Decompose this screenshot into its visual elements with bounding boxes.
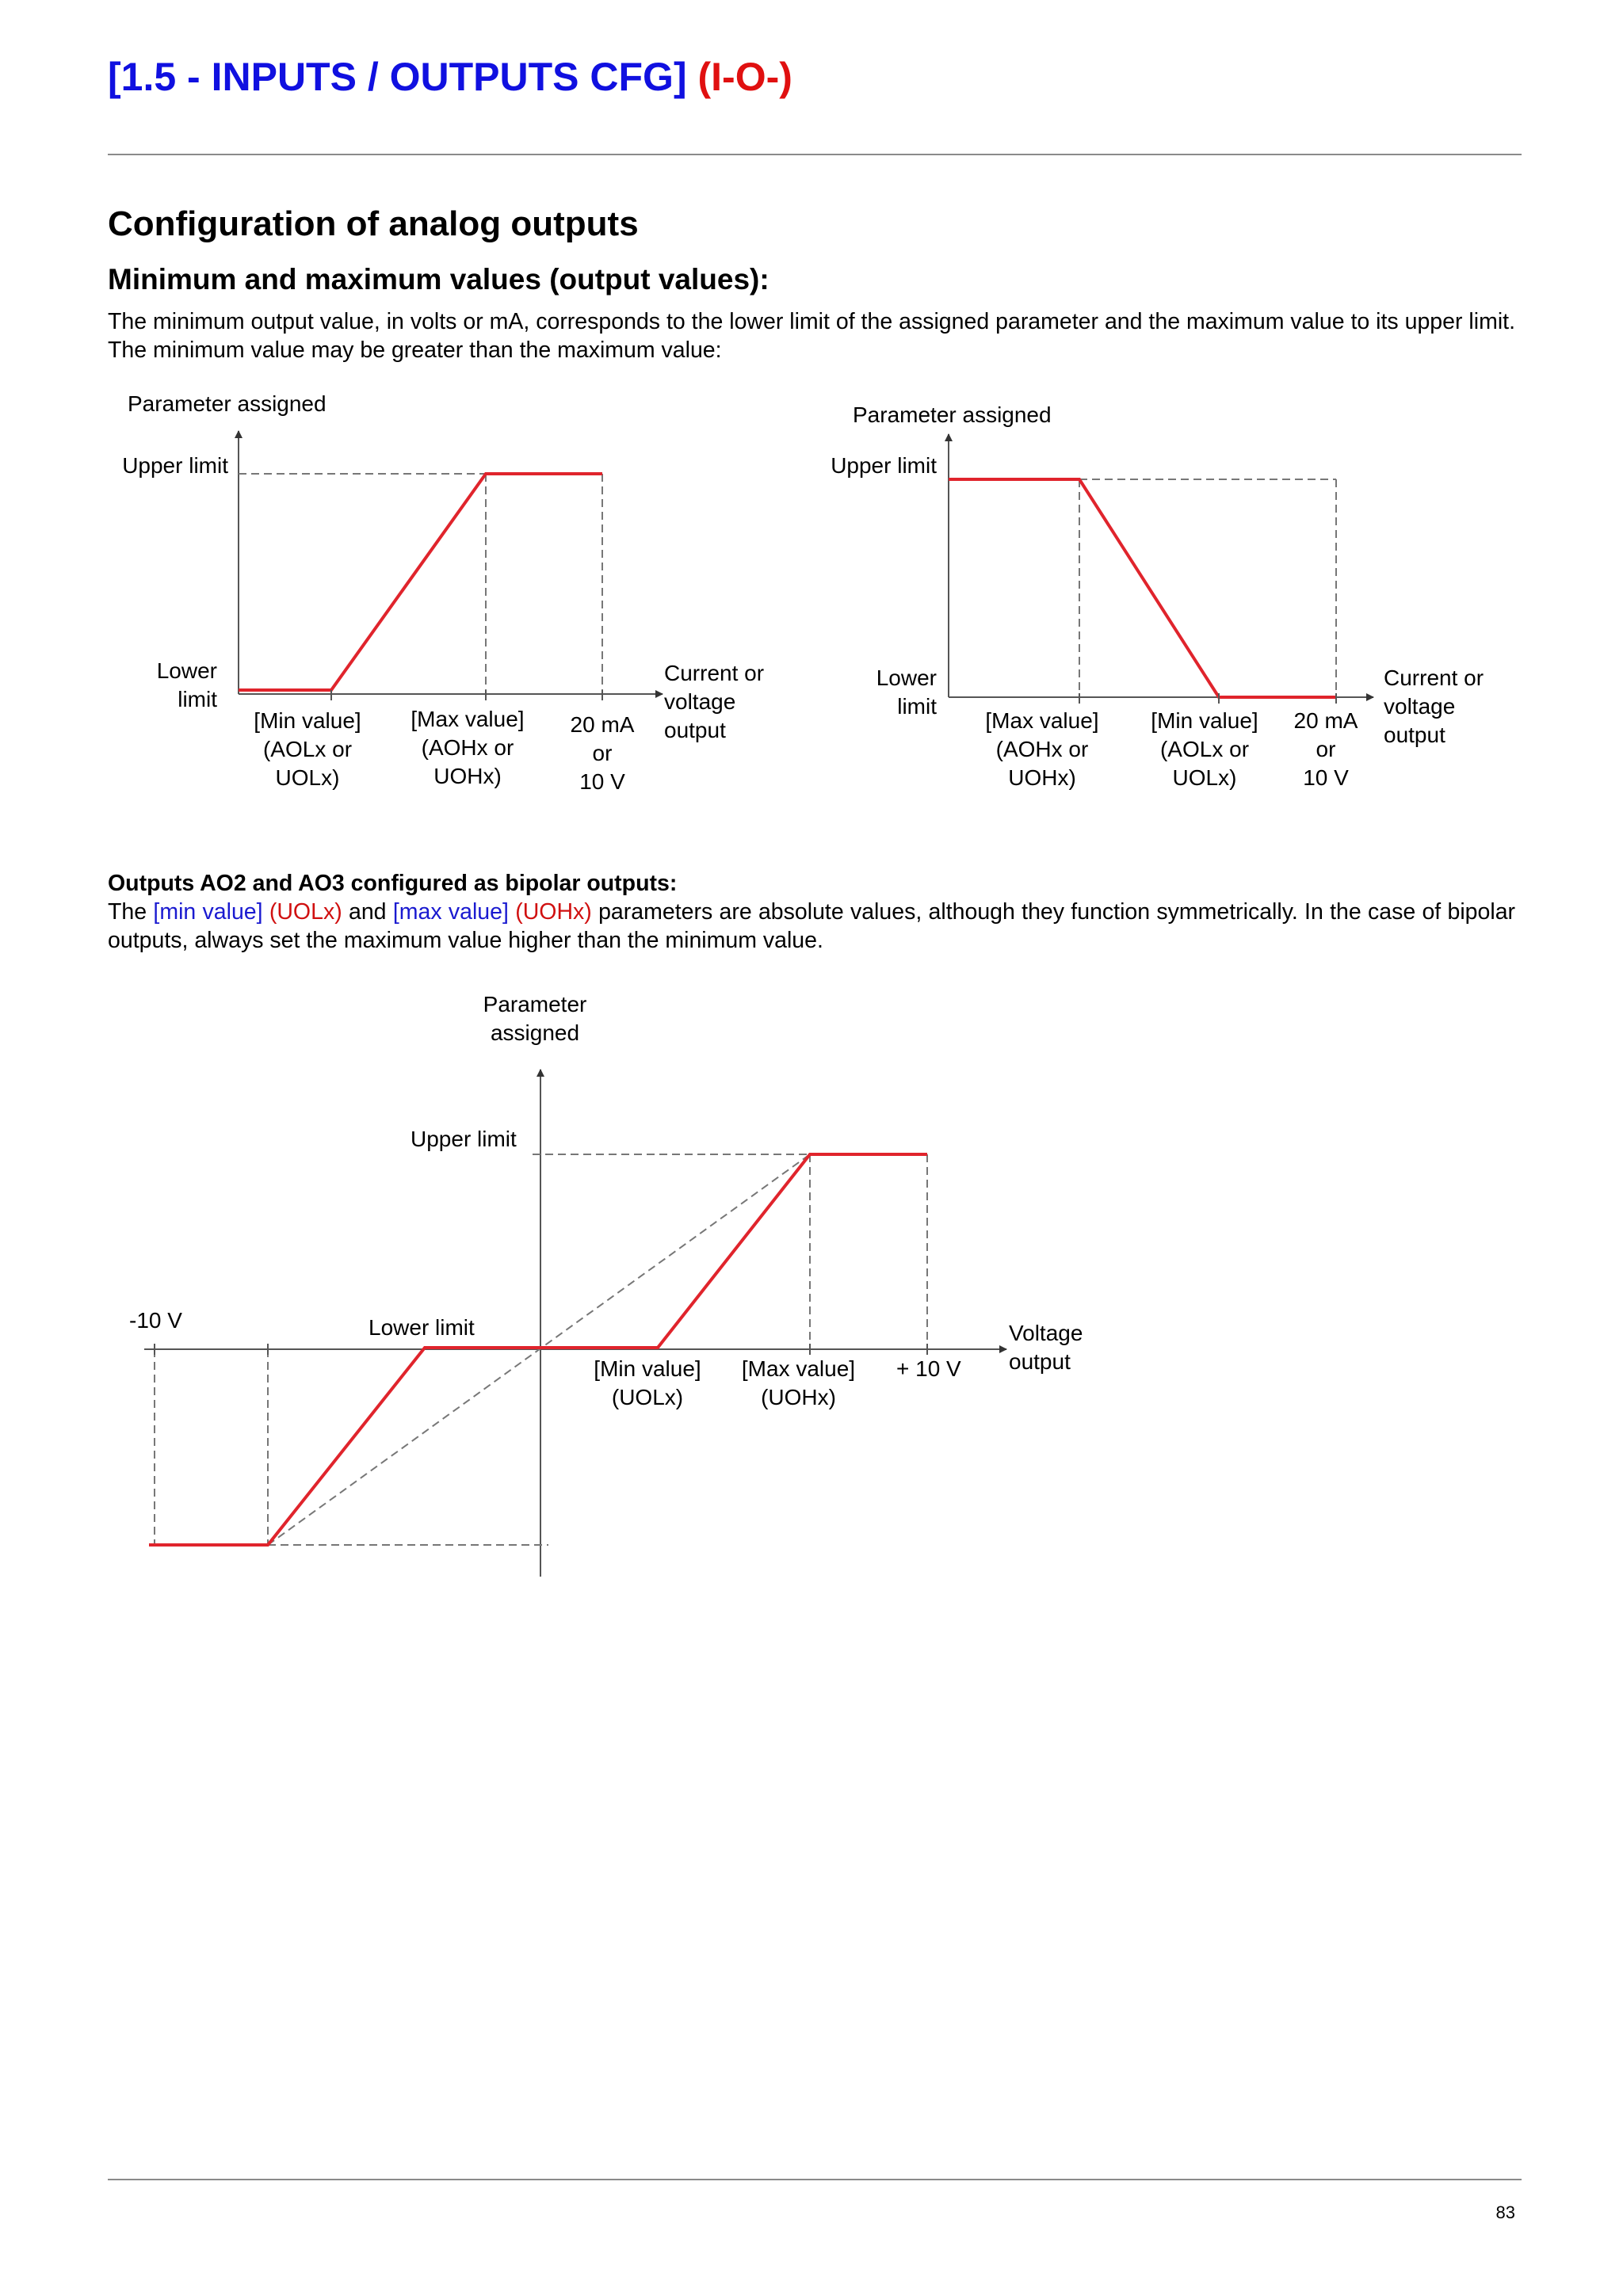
d1-lower-limit-line1: Lower [156, 658, 217, 683]
d2-tick-min-label: [Min value] (AOLx or UOLx) [1151, 708, 1258, 790]
title-code: (I-O-) [697, 55, 792, 99]
title-main: [1.5 - INPUTS / OUTPUTS CFG] [108, 55, 687, 99]
param-max-value: [max value] [392, 899, 509, 925]
bipolar-paragraph: The [min value] (UOLx) and [max value] (UOHx) parameters are absolute values, although they function symmetrically. In the case of bipolar outputs, always set the maximum value higher than the minimum value. [108, 899, 1516, 953]
d1-tick-20ma-label: 20 mA or 10 V [570, 712, 635, 794]
d1-tick-min-label: [Min value] (AOLx or UOLx) [254, 708, 361, 790]
d2-lower-limit-line2: limit [897, 694, 937, 719]
page-number: 83 [1495, 2203, 1515, 2222]
intro-paragraph: The minimum output value, in volts or mA, corresponds to the lower limit of the assigned parameter and the maximum value to its upper limit. The minimum value may be greater than the maximum value: [108, 309, 1515, 363]
d3-neg10v-label: -10 V [129, 1308, 182, 1333]
d3-upper-limit-label: Upper limit [411, 1127, 517, 1151]
d3-tick-max-label: [Max value] (UOHx) [741, 1356, 856, 1409]
d1-y-axis-label: Parameter assigned [128, 391, 327, 416]
footer-divider [108, 2179, 1522, 2180]
d1-tick-max-label: [Max value] (AOHx or UOHx) [411, 707, 525, 788]
d1-upper-limit-label: Upper limit [122, 453, 228, 478]
d3-y-axis-label: Parameter assigned [483, 992, 587, 1045]
param-min-value: [min value] [153, 899, 263, 925]
param-max-code: (UOHx) [515, 899, 592, 925]
d2-tick-20ma-label: 20 mA or 10 V [1293, 708, 1358, 790]
section-subheading: Minimum and maximum values (output values): [108, 263, 769, 296]
d3-tick-10v-label: + 10 V [896, 1356, 961, 1381]
d2-y-axis-label: Parameter assigned [853, 402, 1052, 427]
param-min-code: (UOLx) [269, 899, 342, 925]
section-heading: Configuration of analog outputs [108, 204, 639, 243]
d3-lower-limit-label: Lower limit [369, 1315, 475, 1340]
d3-tick-min-label: [Min value] (UOLx) [594, 1356, 701, 1409]
bipolar-heading: Outputs AO2 and AO3 configured as bipolar outputs: [108, 871, 678, 896]
d3-x-axis-label: Voltage output [1009, 1321, 1083, 1374]
d1-lower-limit-line2: limit [178, 687, 217, 711]
d1-x-axis-label: Current or voltage output [664, 661, 765, 742]
d2-tick-max-label: [Max value] (AOHx or UOHx) [985, 708, 1099, 790]
d2-lower-limit-line1: Lower [876, 666, 937, 690]
d2-x-axis-label: Current or voltage output [1384, 666, 1484, 747]
d2-upper-limit-label: Upper limit [831, 453, 937, 478]
